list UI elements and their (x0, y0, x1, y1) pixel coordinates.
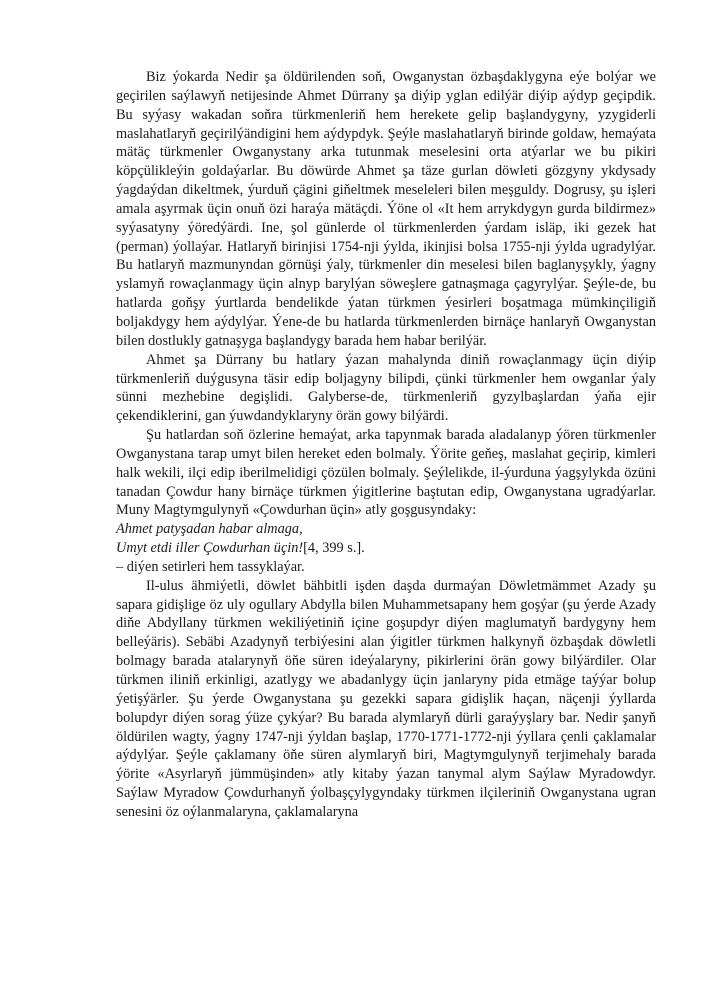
paragraph-2: Ahmet şa Dürrany bu hatlary ýazan mahalynda diniň rowaçlanmagy üçin diýip türkmenleriň duýgusyna täsir edip boljagyny bilipdi, çünki türkmenler hem owganlar ýaly sünni mezhebine degişlidi. Galyberse-de, türkmenleriň gyzylbaşlardan ýaňa ejir çekendiklerini, gan ýuwdandyklaryny örän gowy bilýärdi. (116, 351, 656, 425)
citation-ref: [4, 399 s.]. (303, 540, 365, 557)
document-body (116, 68, 656, 822)
paragraph-3: Şu hatlardan soň özlerine hemaýat, arka tapynmak barada aladalanyp ýören türkmenler Owganystana tarap umyt bilen hereket eden bolmaly. Ýörite geňeş, maslahat geçirip, kimleri halk wekili, ilçi edip iberilmelidigi çözülen bolmaly. Şeýlelikde, il-ýurduna ýagşylykda özüni tanadan Çowdur hany birnäçe türkmen ýigitlerine baştutan edip, Owganystana ugradýarlar. Muny Magtymgulynyň «Çowdurhan üçin» atly goşgusyndaky: (116, 427, 656, 519)
paragraph-4: – diýen setirleri hem tassyklaýar. (116, 558, 305, 575)
paragraph-5: Il-ulus ähmiýetli, döwlet bähbitli işden daşda durmaýan Döwletmämmet Azady şu sapara gidişlige öz uly ogullary Abdylla bilen Muhammetsapany hem goşýar (şu ýerde Azady diňe Abdyllany türkmen wekiliýetiniň içine goşupdyr diýen maglumatyň bardygyny hem belleýäris). Sebäbi Azadynyň terbiýesini alan ýigitler türkmen halkynyň özbaşdak döwletli bolmagy barada atalarynyň öňe süren ideýalaryny, pikirlerini örän gowy bilýärdiler. Olar türkmen iliniň erkinligi, azatlygy we abadanlygy üçin janlaryny pida etmäge taýýar bolup ýetişýärler. Şu ýerde Owganystana şu gezekki sapara gidişlik haçan, näçenji ýyllarda bolupdyr diýen sorag ýüze çykýar? Bu barada alymlaryň dürli garaýyşlary bar. Nedir şanyň öldürilen wagty, ýagny 1747-nji ýyldan başlap, 1770-1771-1772-nji ýyllara çenli çaklamalar aýdylýar. Şeýle çaklamany öňe süren alymlaryň biri, Magtymgulynyň terjimehaly barada ýörite «Asyrlaryň jümmüşinden» atly kitaby ýazan tanymal alym Saýlaw Myradowdyr. Saýlaw Myradow Çowdurhanyň ýolbaşçylygyndaky türkmen ilçileriniň Owganystana ugran senesini öz oýlanmalaryna, çaklamalaryna (116, 577, 656, 820)
paragraph-1: Biz ýokarda Nedir şa öldürilenden soň, Owganystan özbaşdaklygyna eýe bolýar we geçirilen saýlawyň netijesinde Ahmet Dürrany şa diýip yglan edilýär diýip aýdyp geçipdik. Bu syýasy wakadan soňra türkmenleriň hem herekete gelip başlandygyny, yzygiderli maslahatlaryň geçirilýändigini hem aýdypdyk. Şeýle maslahatlaryň birinde goldaw, hemaýata mätäç türkmenler Owganystany arka tutunmak meselesini orta atýarlar we bu pikiri köpçülikleýin goldaýarlar. Bu döwürde Ahmet şa täze gurlan döwleti gözgyny ykdysady ýagdaýdan dikeltmek, ýurduň çägini giňeltmek meseleleri bilen meşguldy. Dogrusy, şu işleri amala aşyrmak üçin onuň özi haraýa mätäçdi. Ýöne ol «It hem arrykdygyn gurda bildirmez» syýasatyny ýöredýärdi. Ine, şol günlerde ol türkmenlerden ýardam isläp, iki gezek hat (perman) ýollaýar. Hatlaryň birinjisi 1754-nji ýylda, ikinjisi bolsa 1755-nji ýylda ugradylýar. Bu hatlaryň mazmunyndan görnüşi ýaly, türkmenler din meselesi bilen baglanyşykly, ýagny yslamyň rowaçlanmagy üçin alnyp barylýan söweşlere gatnaşmaga çagyrylýar. Şeýle-de, bu hatlarda goňşy ýurtlarda bendelikde ýatan türkmen ýesirleri boşatmaga mümkinçiligiň boljakdygy hem aýdylýar. Ýene-de bu hatlarda türkmenlerden birnäçe hanlaryň Owganystan bilen dostlukly gatnaşyga başlandygy barada hem habar berilýär. (116, 69, 656, 349)
verse-line-2 (116, 539, 656, 558)
verse-line-2-text: Umyt etdi iller Çowdurhan üçin! (116, 540, 304, 557)
verse-line-1: Ahmet patyşadan habar almaga, (116, 521, 303, 538)
